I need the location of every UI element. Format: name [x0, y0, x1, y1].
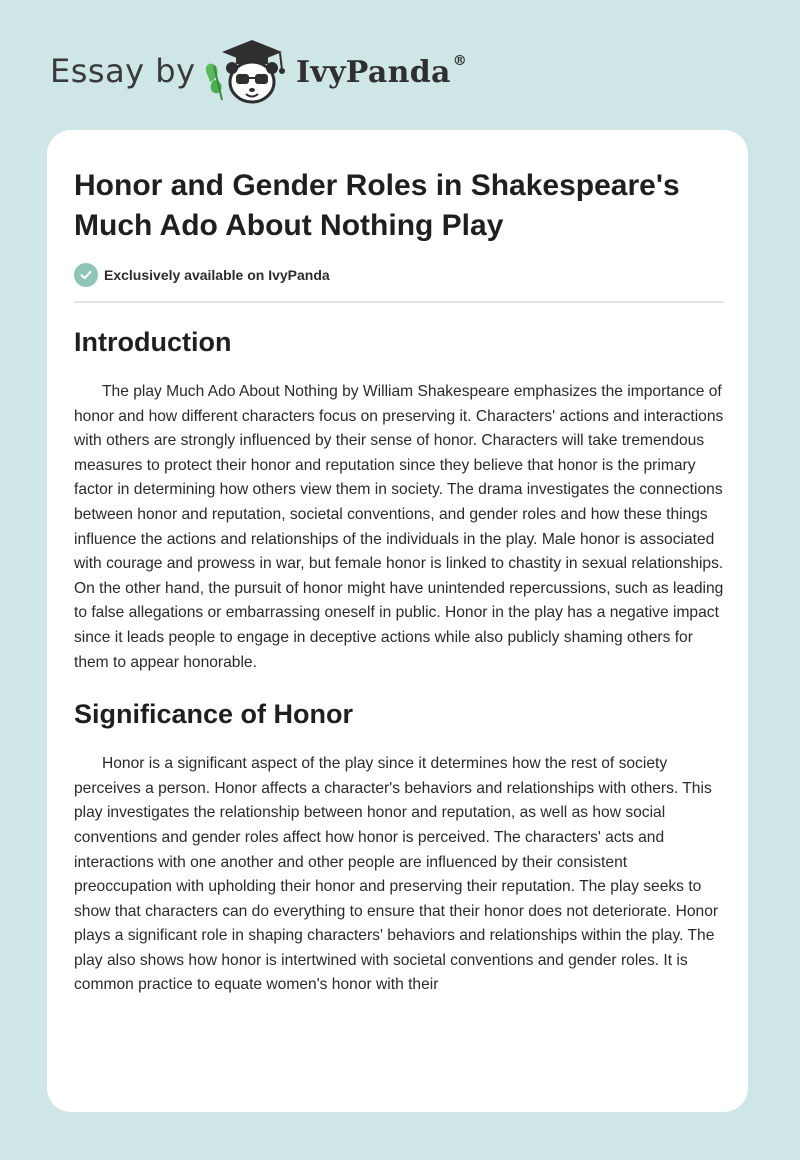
- registered-mark: ®: [452, 53, 468, 69]
- check-circle-icon: [74, 263, 98, 287]
- essay-by-label: Essay by: [50, 52, 196, 90]
- panda-graduate-logo-icon[interactable]: [200, 36, 292, 108]
- essay-card: [47, 130, 748, 1112]
- brand-name-text: IvyPanda: [296, 55, 451, 90]
- brand-name[interactable]: [296, 55, 467, 90]
- essay-content: [74, 166, 724, 998]
- section-paragraph-significance: Honor is a significant aspect of the play since it determines how the rest of society perceives a person. Honor affects a character's behaviors and relationships with others. This play investigates the relationship between honor and reputation, as well as how social conventions and gender roles affect how honor is perceived. The characters' acts and interactions with one another and other people are influenced by their consistent preoccupation with upholding their honor and preserving their reputation. The play seeks to show that characters can do everything to ensure that their honor does not deteriorate. Honor plays a significant role in shaping characters' behaviors and relationships within the play. The play also shows how honor is intertwined with societal conventions and gender roles. It is common practice to equate women's honor with their: [74, 755, 719, 994]
- site-header: [0, 0, 800, 130]
- title-divider: [74, 301, 724, 303]
- exclusive-badge: [74, 263, 724, 287]
- essay-title: Honor and Gender Roles in Shakespeare's Much Ado About Nothing Play: [74, 169, 680, 242]
- exclusive-label: Exclusively available on IvyPanda: [104, 267, 330, 283]
- section-paragraph-introduction: The play Much Ado About Nothing by William Shakespeare emphasizes the importance of honor and how different characters focus on preserving it. Characters' actions and interactions with others are strongly influenced by their sense of honor. Characters will take tremendous measures to protect their honor and reputation since they believe that honor is the primary factor in determining how others view them in society. The drama investigates the connections between honor and reputation, societal conventions, and gender roles and how these things influence the actions and relationships of the individuals in the play. Male honor is associated with courage and prowess in war, but female honor is linked to chastity in sexual relationships. On the other hand, the pursuit of honor might have unintended repercussions, such as leading to false allegations or embarrassing oneself in public. Honor in the play has a negative impact since it leads people to engage in deceptive actions while also publicly shaming others for them to appear honorable.: [74, 383, 724, 671]
- section-heading-introduction: Introduction: [74, 327, 232, 357]
- section-heading-significance: Significance of Honor: [74, 699, 354, 730]
